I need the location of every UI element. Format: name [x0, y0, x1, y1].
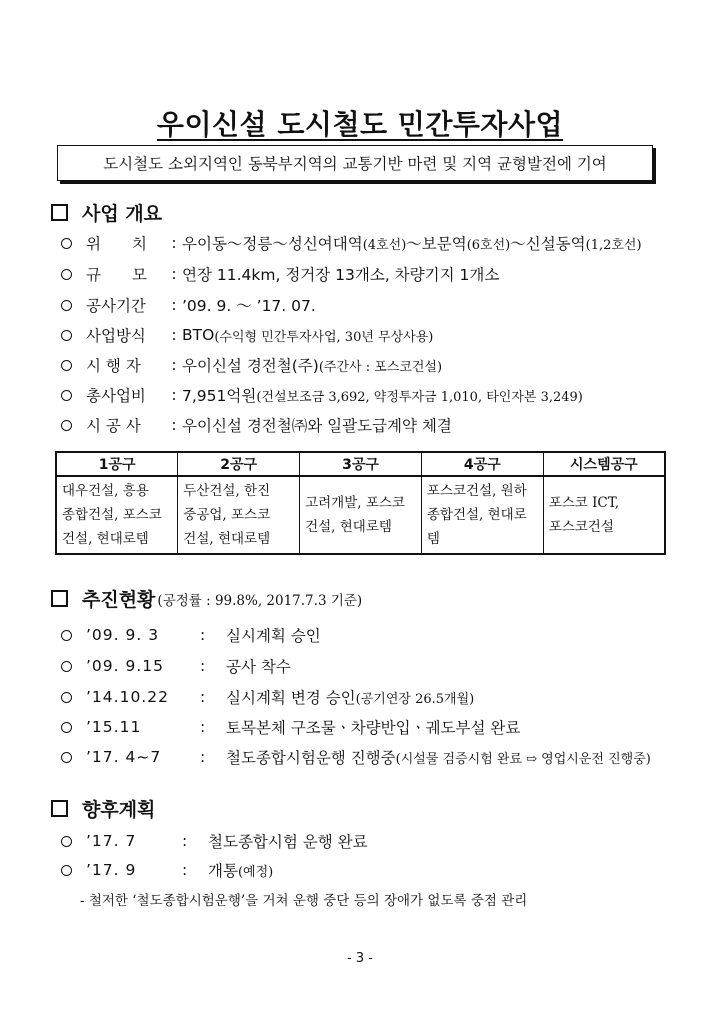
table-cell: 대우건설, 흥용 종합건설, 포스코 건설, 현대로템 — [56, 476, 178, 554]
overview-item-scale: 규 모 : 연장 11.4km, 정거장 13개소, 차량기지 1개소 — [61, 262, 499, 286]
circle-bullet-icon — [61, 420, 72, 431]
circle-bullet-icon — [61, 269, 72, 280]
circle-bullet-icon — [61, 661, 72, 672]
progress-item: ’15.11 : 토목본체 구조물ㆍ차량반입ㆍ궤도부설 완료 — [61, 715, 520, 739]
progress-item: ’09. 9. 3 : 실시계획 승인 — [61, 623, 321, 647]
table-cell: 두산건설, 한진 중공업, 포스코 건설, 현대로템 — [178, 476, 300, 554]
circle-bullet-icon — [61, 300, 72, 311]
progress-item: ’09. 9.15 : 공사 착수 — [61, 654, 291, 678]
circle-bullet-icon — [61, 865, 72, 876]
overview-item-budget: 총사업비 : 7,951억원 (건설보조금 3,692, 약정투자금 1,010, 타인자본 3,249) — [61, 383, 583, 407]
circle-bullet-icon — [61, 692, 72, 703]
table-cell: 고려개발, 포스코 건설, 현대로템 — [300, 476, 422, 554]
circle-bullet-icon — [61, 752, 72, 763]
section-heading: 사업 개요 — [82, 203, 163, 225]
table-header-cell: 3공구 — [300, 452, 422, 476]
overview-item-operator: 시 행 자 : 우이신설 경전철(주) (주간사 : 포스코건설) — [61, 353, 442, 377]
overview-item-period: 공사기간 : ’09. 9. ～ ’17. 07. — [61, 293, 316, 317]
section-overview — [51, 199, 162, 226]
circle-bullet-icon — [61, 630, 72, 641]
progress-item: ’17. 4~7 : 철도종합시험운행 진행중 (시설물 검증시험 완료 ⇨ 영업시운전 진행중) — [61, 745, 651, 769]
table-header-cell: 2공구 — [178, 452, 300, 476]
table-row — [56, 476, 665, 554]
plan-item: ’17. 7 : 철도종합시험 운행 완료 — [61, 829, 368, 853]
page-number: - 3 - — [347, 951, 373, 966]
table-header-row — [56, 452, 665, 476]
circle-bullet-icon — [61, 722, 72, 733]
plan-item: ’17. 9 : 개통 (예정) — [61, 858, 273, 882]
section-heading: 추진현황 — [82, 589, 156, 611]
overview-item-method: 사업방식 : BTO (수익형 민간투자사업, 30년 무상사용) — [61, 323, 433, 347]
circle-bullet-icon — [61, 390, 72, 401]
table-header-cell: 4공구 — [421, 452, 543, 476]
overview-item-location: 위 치 : 우이동～정릉～성신여대역 (4호선) ～보문역 (6호선) ～신설동역 (1,2호선) — [61, 231, 642, 255]
overview-item-builder: 시 공 사 : 우이신설 경전철㈜와 일괄도급계약 체결 — [61, 413, 452, 437]
table-header-cell: 1공구 — [56, 452, 178, 476]
goal-box — [57, 145, 653, 181]
section-box-icon — [51, 204, 68, 221]
section-progress: 추진현황 (공정률 : 99.8%, 2017.7.3 기준) — [51, 585, 362, 612]
section-plan — [51, 795, 155, 822]
circle-bullet-icon — [61, 238, 72, 249]
table-header-cell: 시스템공구 — [543, 452, 665, 476]
table-cell: 포스코건설, 원하 종합건설, 현대로템 — [421, 476, 543, 554]
circle-bullet-icon — [61, 330, 72, 341]
page-title: 우이신설 도시철도 민간투자사업 — [156, 108, 564, 141]
goal-text: 도시철도 소외지역인 동북부지역의 교통기반 마련 및 지역 균형발전에 기여 — [103, 155, 607, 173]
section-box-icon — [51, 590, 68, 607]
circle-bullet-icon — [61, 836, 72, 847]
circle-bullet-icon — [61, 360, 72, 371]
table-cell: 포스코 ICT, 포스코건설 — [543, 476, 665, 554]
section-heading: 향후계획 — [82, 799, 156, 821]
plan-note: - 철저한 ‘철도종합시험운행’을 거쳐 운행 중단 등의 장애가 없도록 중점 관리 — [80, 893, 528, 909]
contractors-table — [55, 451, 666, 555]
section-box-icon — [51, 800, 68, 817]
progress-item: ’14.10.22 : 실시계획 변경 승인 (공기연장 26.5개월) — [61, 685, 474, 709]
